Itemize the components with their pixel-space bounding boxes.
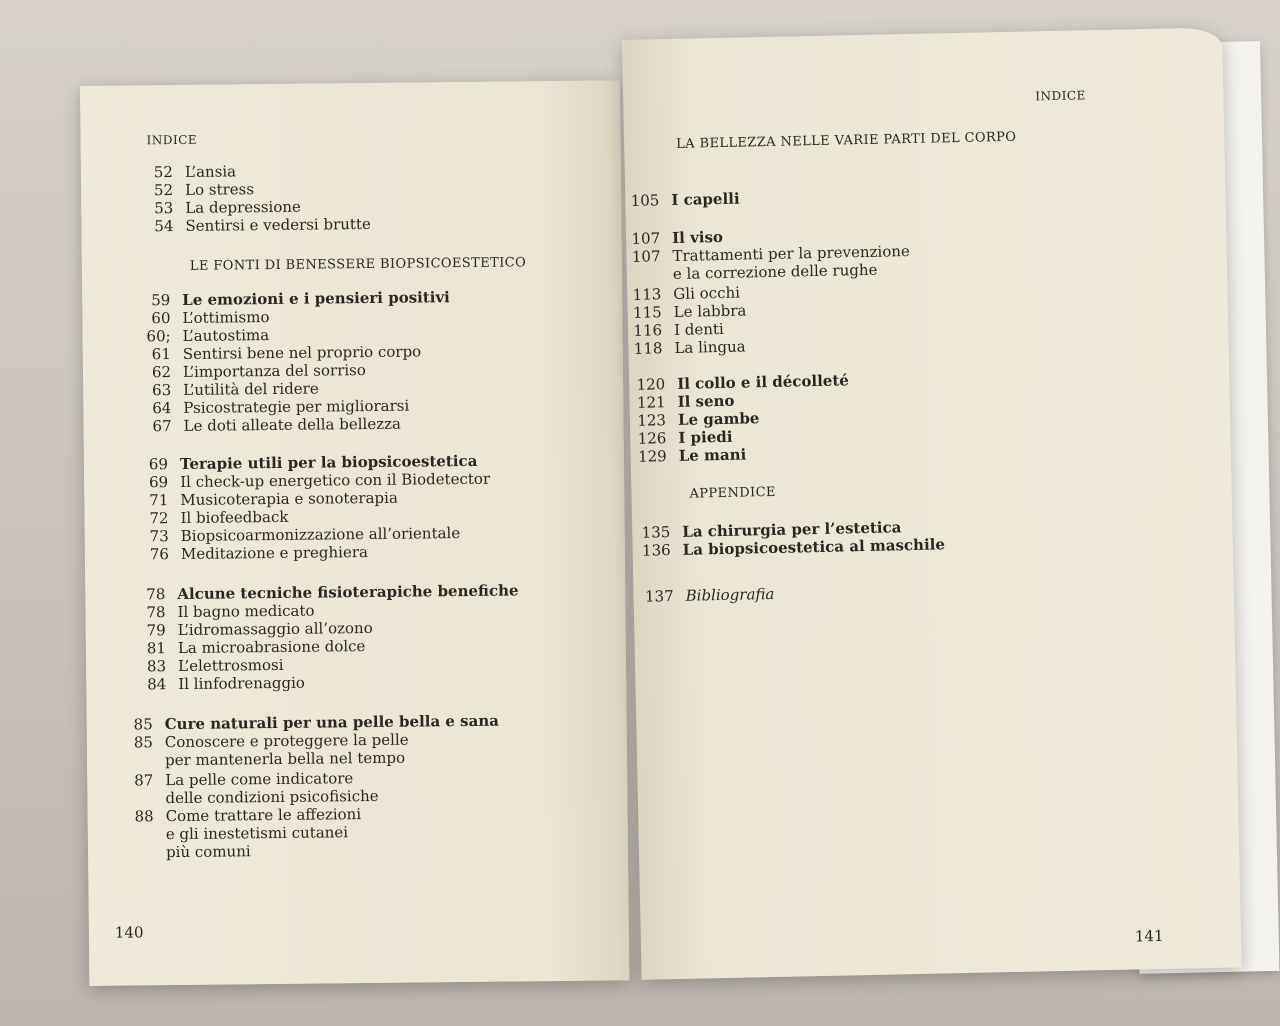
page-number: 120 xyxy=(636,375,666,394)
page-number: 62 xyxy=(151,363,172,382)
toc-entry xyxy=(129,198,301,218)
page-number: 73 xyxy=(149,527,169,546)
entry-continuation: e gli inestetismi cutanei xyxy=(165,823,349,844)
entry-title: I denti xyxy=(673,319,724,339)
entry-title: I capelli xyxy=(671,189,740,209)
entry-title: Cure naturali per una pelle bella e sana xyxy=(164,711,500,734)
entry-title: Conoscere e proteggere la pelle xyxy=(164,730,409,752)
toc-entry xyxy=(618,337,745,358)
toc-entry xyxy=(126,288,450,309)
entry-title: L’autostima xyxy=(182,326,270,345)
toc-entry xyxy=(126,308,269,327)
toc-entry xyxy=(127,380,319,400)
toc-entry xyxy=(122,656,284,676)
page-number: 69 xyxy=(148,473,169,492)
entry-continuation: per mantenerla bella nel tempo xyxy=(164,748,406,770)
toc-entry xyxy=(622,428,733,448)
entry-title: Sentirsi e vedersi brutte xyxy=(185,214,371,235)
page-number: 52 xyxy=(153,181,174,200)
page-number: 64 xyxy=(152,399,172,418)
entry-title: Gli occhi xyxy=(673,283,741,303)
entry-title: Sentirsi bene nel proprio corpo xyxy=(182,342,422,363)
page-folio: 141 xyxy=(1134,926,1164,946)
page-number: 72 xyxy=(149,509,169,528)
entry-continuation: e la correzione delle rughe xyxy=(672,260,878,283)
page-number: 81 xyxy=(146,639,166,658)
page-number: 107 xyxy=(631,229,661,248)
entry-title: Come trattare le affezioni xyxy=(165,805,362,826)
entry-title: La microabrasione dolce xyxy=(177,637,366,658)
entry-title: Lo stress xyxy=(184,180,255,199)
running-header: INDICE xyxy=(1035,88,1086,104)
entry-title: Terapie utili per la biopsicoestetica xyxy=(179,451,478,473)
running-header: INDICE xyxy=(146,132,198,148)
toc-entry xyxy=(125,543,368,564)
entry-title: Le doti alleate della bellezza xyxy=(183,414,402,435)
entry-title: Il check-up energetico con il Biodetector xyxy=(180,469,491,491)
toc-entry xyxy=(127,361,366,382)
page-number: 71 xyxy=(149,491,169,510)
toc-entry xyxy=(121,581,518,603)
toc-entry xyxy=(621,392,734,412)
page-number: 135 xyxy=(641,523,671,542)
entry-title: Alcune tecniche fisioterapiche benefiche xyxy=(177,581,519,604)
entry-title: La depressione xyxy=(185,197,301,217)
toc-entry xyxy=(127,415,401,436)
page-number: 69 xyxy=(148,455,169,474)
page-number: 105 xyxy=(630,191,660,210)
section-title: LE FONTI DI BENESSERE BIOPSICOESTETICO xyxy=(189,255,527,274)
entry-title: Meditazione e preghiera xyxy=(180,543,368,563)
page-number: 136 xyxy=(641,541,671,560)
entry-title: L’utilità del ridere xyxy=(183,379,319,399)
page-number: 126 xyxy=(637,429,667,448)
page-number: 129 xyxy=(637,447,667,466)
entry-title: L’ottimismo xyxy=(182,308,270,327)
entry-title: Le gambe xyxy=(677,409,760,429)
entry-title: Il seno xyxy=(677,391,735,411)
entry-title: Il biofeedback xyxy=(180,507,289,527)
toc-entry xyxy=(622,409,760,430)
entry-title: Biopsicoarmonizzazione all’orientale xyxy=(180,524,461,545)
entry-title: L’idromassaggio all’ozono xyxy=(177,618,373,640)
page-number: 59 xyxy=(151,291,171,310)
page-number: 63 xyxy=(152,381,172,400)
right-page xyxy=(622,27,1242,979)
page-folio: 140 xyxy=(114,923,144,942)
entry-title: La lingua xyxy=(674,337,746,357)
page-number: 107 xyxy=(631,247,661,266)
toc-entry xyxy=(122,674,305,694)
toc-entry xyxy=(621,371,849,394)
entry-title: La biopsicoestetica al maschile xyxy=(682,535,946,559)
toc-entry xyxy=(109,712,499,734)
toc-entry xyxy=(618,301,747,322)
entry-title: Bibliografia xyxy=(685,584,775,605)
toc-entry xyxy=(127,326,270,345)
entry-title: Trattamenti per la prevenzione xyxy=(672,242,910,265)
toc-entry xyxy=(121,602,314,622)
entry-title: Le mani xyxy=(678,445,747,465)
page-number: 121 xyxy=(636,393,666,412)
toc-entry xyxy=(629,585,774,606)
toc-entry xyxy=(129,215,371,236)
page-number: 76 xyxy=(149,545,170,564)
page-number: 61 xyxy=(151,345,171,364)
entry-title: Il linfodrenaggio xyxy=(178,673,305,694)
entry-continuation: delle condizioni psicofisiche xyxy=(165,786,379,808)
entry-title: L’importanza del sorriso xyxy=(182,361,366,381)
entry-continuation: più comuni xyxy=(165,842,251,862)
section-title: LA BELLEZZA NELLE VARIE PARTI DEL CORPO xyxy=(676,129,1017,152)
page-number: 53 xyxy=(154,199,174,218)
page-number: 78 xyxy=(146,585,166,604)
appendix-title: APPENDICE xyxy=(689,484,777,502)
entry-title: Psicostrategie per migliorarsi xyxy=(183,396,410,417)
entry-title: Il viso xyxy=(671,227,724,247)
page-number: 67 xyxy=(152,417,172,436)
page-number: 88 xyxy=(134,807,154,826)
entry-title: Le labbra xyxy=(673,301,747,321)
entry-title: I piedi xyxy=(678,427,733,447)
entry-title: L’ansia xyxy=(184,162,237,181)
page-number: 113 xyxy=(632,285,662,304)
page-number: 115 xyxy=(632,303,662,322)
toc-entry xyxy=(129,180,254,199)
page-number: 54 xyxy=(154,217,174,236)
toc-entry xyxy=(124,508,288,528)
entry-title: La pelle come indicatore xyxy=(165,769,354,790)
page-number: 79 xyxy=(146,621,166,640)
page-number: 118 xyxy=(633,339,663,358)
toc-entry xyxy=(127,342,422,363)
page-number: 123 xyxy=(637,411,667,430)
page-number: 78 xyxy=(146,603,166,622)
toc-entry xyxy=(623,445,747,466)
entry-title: L’elettrosmosi xyxy=(177,655,284,676)
page-number: 116 xyxy=(633,321,663,340)
page-number: 83 xyxy=(146,657,167,676)
page-number: 85 xyxy=(133,715,153,734)
toc-entry xyxy=(122,637,366,658)
page-number: 137 xyxy=(644,587,674,606)
toc-entry xyxy=(618,320,724,340)
page-number: 84 xyxy=(147,675,167,694)
toc-entry xyxy=(129,162,236,181)
page-number: 52 xyxy=(153,163,174,182)
toc-entry xyxy=(124,489,398,510)
toc-entry xyxy=(125,524,461,546)
page-number: 60 xyxy=(151,309,171,328)
left-page xyxy=(80,80,629,986)
entry-title: Il collo e il décolleté xyxy=(677,371,850,393)
entry-title: Il bagno medicato xyxy=(177,601,315,622)
entry-title: Le emozioni e i pensieri positivi xyxy=(182,288,450,309)
toc-entry xyxy=(616,228,723,248)
page-number: 85 xyxy=(133,733,153,752)
entry-title: Musicoterapia e sonoterapia xyxy=(180,488,398,509)
toc-entry xyxy=(124,470,490,492)
page-number: 60; xyxy=(146,327,171,346)
entry-title: La chirurgia per l’estetica xyxy=(682,518,902,541)
toc-entry xyxy=(615,190,740,211)
page-number: 87 xyxy=(134,771,154,790)
